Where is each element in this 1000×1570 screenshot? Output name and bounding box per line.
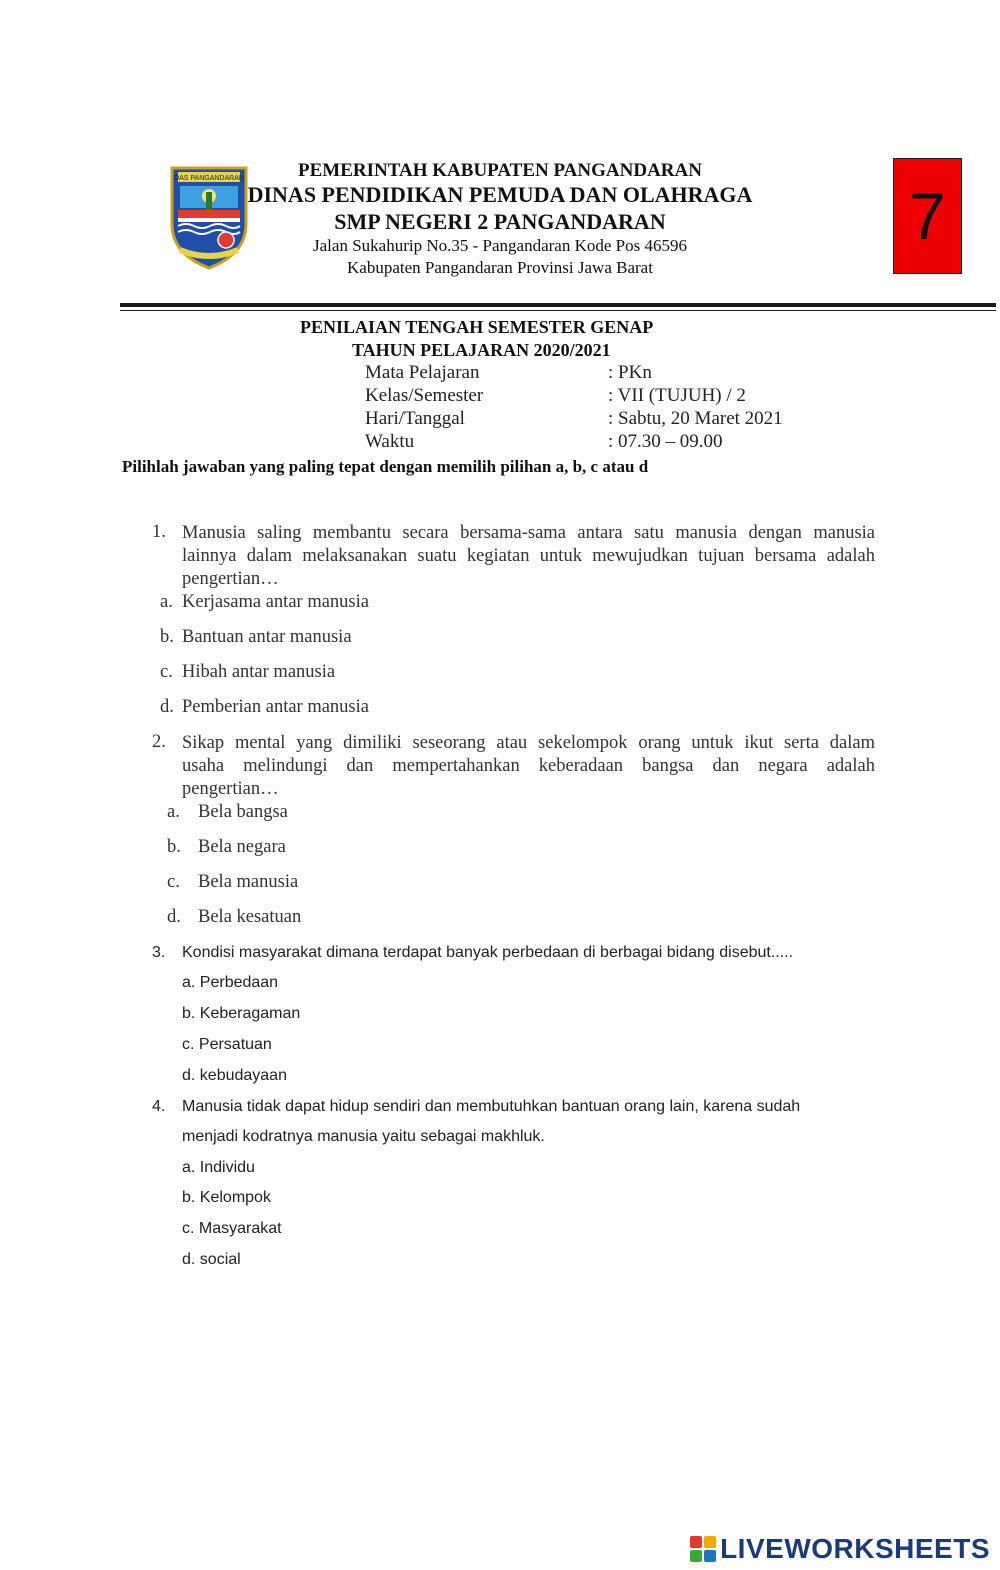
option-text[interactable]: d. kebudayaan	[182, 1067, 287, 1084]
option-letter: a.	[167, 802, 180, 822]
info-value: : 07.30 – 09.00	[608, 431, 723, 452]
liveworksheets-icon	[690, 1536, 716, 1562]
instruction: Pilihlah jawaban yang paling tepat dengan memilih pilihan a, b, c atau d	[122, 457, 649, 476]
question-text-line: Manusia saling membantu secara bersama-sama antara satu manusia dengan manusia	[182, 523, 875, 543]
question-text-line: menjadi kodratnya manusia yaitu sebagai makhluk.	[182, 1128, 545, 1145]
option-text[interactable]: Kerjasama antar manusia	[182, 592, 369, 612]
info-value: : PKn	[608, 362, 652, 383]
option-letter: c.	[160, 662, 173, 682]
option-text[interactable]: a. Individu	[182, 1159, 255, 1176]
question-text-line: pengertian…	[182, 569, 279, 589]
header-address: Jalan Sukahurip No.35 - Pangandaran Kode Pos 46596	[313, 236, 687, 255]
question-text-line: Manusia tidak dapat hidup sendiri dan membutuhkan bantuan orang lain, karena sudah	[182, 1098, 801, 1115]
option-letter: b.	[167, 837, 181, 857]
option-text[interactable]: d. social	[182, 1251, 241, 1268]
option-letter: c.	[167, 872, 180, 892]
header-divider-thin	[120, 310, 996, 311]
info-label: Kelas/Semester	[365, 385, 484, 406]
liveworksheets-wordmark: LIVEWORKSHEETS	[720, 1533, 990, 1564]
option-text[interactable]: Bela manusia	[198, 872, 299, 892]
option-letter: d.	[167, 907, 181, 927]
info-label: Hari/Tanggal	[365, 408, 465, 429]
question-text-line: pengertian…	[182, 779, 279, 799]
info-label: Mata Pelajaran	[365, 362, 480, 383]
question-text-line: lainnya dalam melaksanakan suatu kegiatan untuk mewujudkan tujuan bersama adalah	[182, 546, 875, 566]
question-text-line: usaha melindungi dan mempertahankan keberadaan bangsa dan negara adalah	[182, 756, 875, 776]
option-text[interactable]: b. Keberagaman	[182, 1005, 301, 1022]
header-department: DINAS PENDIDIKAN PEMUDA DAN OLAHRAGA	[247, 182, 753, 207]
option-text[interactable]: Bela negara	[198, 837, 286, 857]
option-text[interactable]: c. Persatuan	[182, 1036, 272, 1053]
header-school: SMP NEGERI 2 PANGANDARAN	[334, 209, 666, 234]
question-number: 4.	[152, 1098, 166, 1115]
question-number: 3.	[152, 944, 166, 961]
option-text[interactable]: Bela bangsa	[198, 802, 288, 822]
option-text[interactable]: Bela kesatuan	[198, 907, 302, 927]
exam-title: PENILAIAN TENGAH SEMESTER GENAP	[300, 317, 654, 337]
question-text-line: Kondisi masyarakat dimana terdapat banyak perbedaan di berbagai bidang disebut.....	[182, 944, 794, 961]
grade-box: 7	[893, 158, 962, 274]
info-value: : VII (TUJUH) / 2	[608, 385, 746, 406]
info-label: Waktu	[365, 431, 415, 452]
header-region: Kabupaten Pangandaran Provinsi Jawa Barat	[347, 258, 653, 277]
option-text[interactable]: b. Kelompok	[182, 1189, 271, 1206]
exam-year: TAHUN PELAJARAN 2020/2021	[352, 340, 611, 360]
header-divider-thick	[120, 303, 996, 307]
question-number: 2.	[152, 732, 166, 752]
option-letter: a.	[160, 592, 173, 612]
question-number: 1.	[152, 522, 166, 542]
option-letter: d.	[160, 697, 174, 717]
option-text[interactable]: Bantuan antar manusia	[182, 627, 352, 647]
liveworksheets-logo[interactable]	[690, 1532, 990, 1566]
info-value: : Sabtu, 20 Maret 2021	[608, 408, 783, 429]
header-government: PEMERINTAH KABUPATEN PANGANDARAN	[298, 160, 702, 181]
question-text-line: Sikap mental yang dimiliki seseorang atau sekelompok orang untuk ikut serta dalam	[182, 733, 875, 753]
svg-text:DAS PANGANDARAN: DAS PANGANDARAN	[174, 175, 244, 182]
option-text[interactable]: Hibah antar manusia	[182, 662, 336, 682]
option-text[interactable]: a. Perbedaan	[182, 974, 279, 991]
option-letter: b.	[160, 627, 174, 647]
option-text[interactable]: Pemberian antar manusia	[182, 697, 369, 717]
option-text[interactable]: c. Masyarakat	[182, 1220, 282, 1237]
